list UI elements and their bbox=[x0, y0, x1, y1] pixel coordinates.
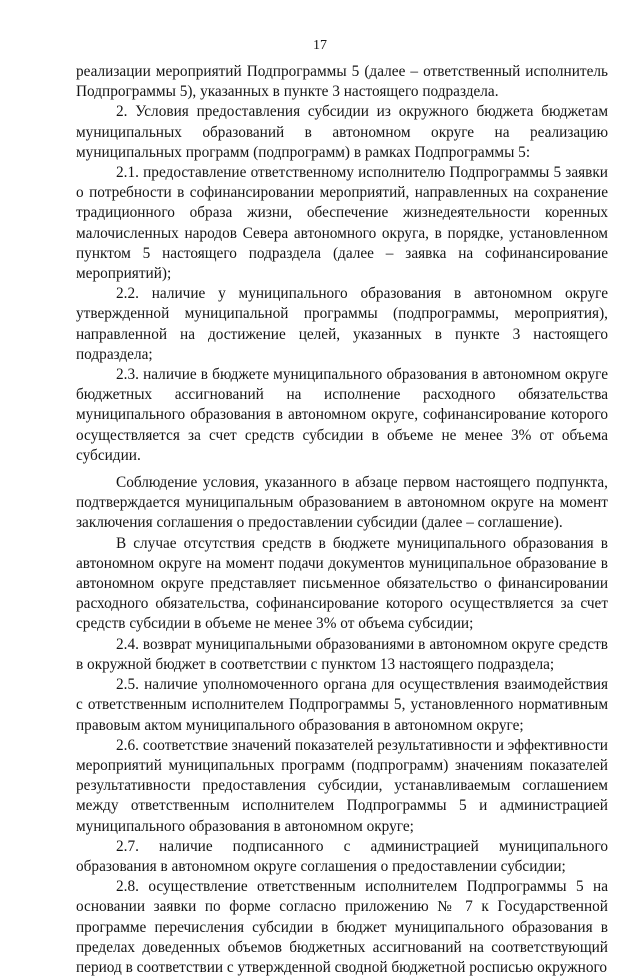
paragraph: 2.4. возврат муниципальными образованиями в автономном округе средств в окружной бюджет в соответствии с пунктом 13 настоящего подраздела; bbox=[76, 635, 608, 673]
paragraph: 2.1. предоставление ответственному исполнителю Подпрограммы 5 заявки о потребности в софинансировании мероприятий, направленных на сохранение традиционного образа жизни, обеспечение жизнедеятельности коренных малочисленных народов Севера автономного округа, в порядке, установленном пунктом 5 настоящего подраздела (далее – заявка на софинансирование мероприятий); bbox=[76, 164, 608, 283]
paragraph: В случае отсутствия средств в бюджете муниципального образования в автономном округе на момент подачи документов муниципальное образование в автономном округе представляет письменное обязательство о финансировании расходного обязательства, софинансирование которого осуществляется за счет средств субсидии в объеме не менее 3% от объема субсидии; bbox=[76, 534, 608, 633]
paragraph: Соблюдение условия, указанного в абзаце первом настоящего подпункта, подтверждается муниципальным образованием в автономном округе на момент заключения соглашения о предоставлении субсидии (далее – соглашение). bbox=[76, 474, 608, 532]
paragraph: 2.6. соответствие значений показателей результативности и эффективности мероприятий муниципальных программ (подпрограмм) значениям показателей результативности предоставления субсидии, устанавливаемым соглашением между ответственным исполнителем Подпрограммы 5 и администрацией муниципального образования в автономном округе; bbox=[76, 736, 608, 835]
paragraph: 2.7. наличие подписанного с администрацией муниципального образования в автономном округе соглашения о предоставлении субсидии; bbox=[76, 837, 608, 875]
paragraph: 2.5. наличие уполномоченного органа для осуществления взаимодействия с ответственным исполнителем Подпрограммы 5, установленного нормативным правовым актом муниципального образования в автономном округе; bbox=[76, 676, 608, 734]
paragraph: реализации мероприятий Подпрограммы 5 (далее – ответственный исполнитель Подпрограммы 5), указанных в пункте 3 настоящего подраздела. bbox=[76, 63, 608, 101]
paragraph: 2.3. наличие в бюджете муниципального образования в автономном округе бюджетных ассигнований на исполнение расходного обязательства муниципального образования в автономном округе, софинансирование которого осуществляется за счет средств субсидии в объеме не менее 3% от объема субсидии. bbox=[76, 366, 608, 464]
document-body bbox=[76, 62, 608, 978]
page-number: 17 bbox=[313, 38, 327, 53]
paragraph: 2.8. осуществление ответственным исполнителем Подпрограммы 5 на основании заявки по форме согласно приложению № 7 к Государственной программе перечисления субсидии в бюджет муниципального образования в пределах доведенных объемов бюджетных ассигнований на соответствующий период в соответствии с утвержденной сводной бюджетной росписью окружного bbox=[76, 878, 608, 976]
paragraph: 2. Условия предоставления субсидии из окружного бюджета бюджетам муниципальных образований в автономном округе на реализацию муниципальных программ (подпрограмм) в рамках Подпрограммы 5: bbox=[76, 103, 608, 161]
paragraph: 2.2. наличие у муниципального образования в автономном округе утвержденной муниципальной программы (подпрограммы, мероприятия), направленной на достижение целей, указанных в пункте 3 настоящего подраздела; bbox=[76, 285, 608, 363]
